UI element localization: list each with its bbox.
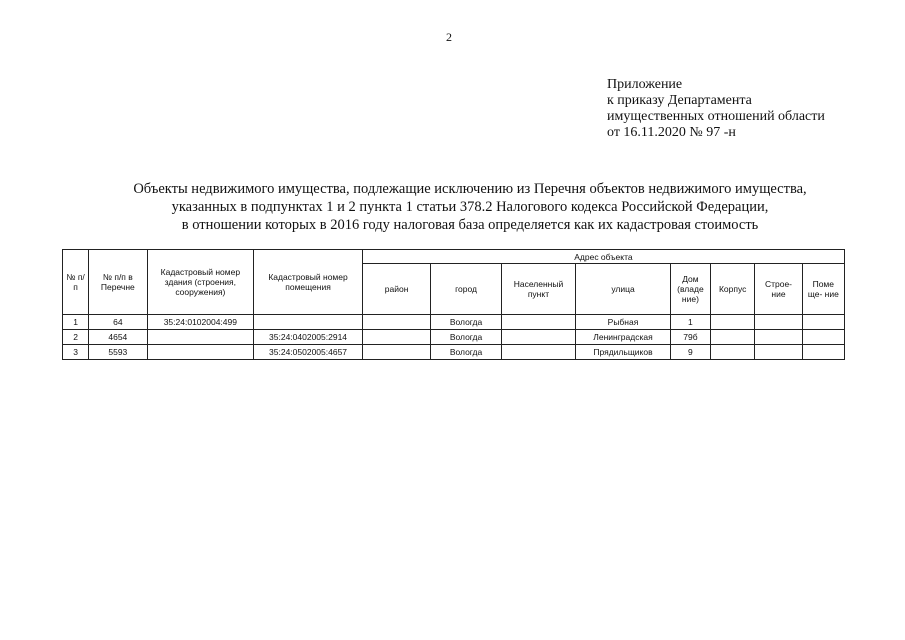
- header-num: № п/п: [63, 250, 89, 315]
- cell-building-cadastral: 35:24:0102004:499: [147, 315, 254, 330]
- header-district: район: [362, 264, 430, 315]
- cell-num: 3: [63, 345, 89, 360]
- appendix-line-1: Приложение: [607, 77, 683, 92]
- table-row: [63, 345, 845, 360]
- cell-list-num: 64: [89, 315, 147, 330]
- cell-district: [362, 315, 430, 330]
- cell-settlement: [501, 330, 575, 345]
- header-address-group: Адрес объекта: [362, 250, 844, 264]
- cell-city: Вологда: [431, 315, 501, 330]
- appendix-line-2: к приказу Департамента: [607, 93, 752, 108]
- cell-list-num: 4654: [89, 330, 147, 345]
- cell-room: [802, 330, 844, 345]
- header-street: улица: [576, 264, 671, 315]
- header-list-num: № п/п в Перечне: [89, 250, 147, 315]
- header-row-top: [63, 250, 845, 264]
- cell-city: Вологда: [431, 330, 501, 345]
- cell-structure: [755, 330, 802, 345]
- cell-settlement: [501, 345, 575, 360]
- cell-structure: [755, 315, 802, 330]
- page-number: 2: [446, 30, 452, 44]
- cell-house: 9: [670, 345, 710, 360]
- cell-premises-cadastral: 35:24:0502005:4657: [254, 345, 363, 360]
- document-title: [80, 180, 860, 234]
- cell-city: Вологда: [431, 345, 501, 360]
- objects-table: [62, 249, 845, 360]
- cell-num: 1: [63, 315, 89, 330]
- cell-premises-cadastral: 35:24:0402005:2914: [254, 330, 363, 345]
- appendix-block: [607, 77, 825, 141]
- cell-premises-cadastral: [254, 315, 363, 330]
- cell-settlement: [501, 315, 575, 330]
- header-structure: Строе- ние: [755, 264, 802, 315]
- cell-street: Рыбная: [576, 315, 671, 330]
- title-line-2: указанных в подпунктах 1 и 2 пункта 1 статьи 378.2 Налогового кодекса Российской Федерации,: [171, 199, 769, 215]
- cell-house: 1: [670, 315, 710, 330]
- cell-building: [711, 330, 755, 345]
- cell-house: 79б: [670, 330, 710, 345]
- header-house: Дом (владе ние): [670, 264, 710, 315]
- cell-street: Прядильщиков: [576, 345, 671, 360]
- header-building-cadastral: Кадастровый номер здания (строения, сооружения): [147, 250, 254, 315]
- cell-district: [362, 330, 430, 345]
- cell-building-cadastral: [147, 345, 254, 360]
- header-settlement: Населенный пункт: [501, 264, 575, 315]
- cell-room: [802, 315, 844, 330]
- appendix-line-3: имущественных отношений области: [607, 109, 825, 124]
- appendix-line-4: от 16.11.2020 № 97 -н: [607, 125, 736, 140]
- cell-room: [802, 345, 844, 360]
- header-building: Корпус: [711, 264, 755, 315]
- cell-structure: [755, 345, 802, 360]
- cell-building: [711, 315, 755, 330]
- cell-num: 2: [63, 330, 89, 345]
- header-premises-cadastral: Кадастровый номер помещения: [254, 250, 363, 315]
- cell-building: [711, 345, 755, 360]
- title-line-3: в отношении которых в 2016 году налоговая база определяется как их кадастровая стоимость: [181, 217, 759, 233]
- cell-street: Ленинградская: [576, 330, 671, 345]
- table-row: [63, 330, 845, 345]
- table-row: [63, 315, 845, 330]
- cell-building-cadastral: [147, 330, 254, 345]
- title-line-1: Объекты недвижимого имущества, подлежащие исключению из Перечня объектов недвижимого имущества,: [133, 181, 807, 197]
- cell-list-num: 5593: [89, 345, 147, 360]
- header-room: Поме ще- ние: [802, 264, 844, 315]
- cell-district: [362, 345, 430, 360]
- header-city: город: [431, 264, 501, 315]
